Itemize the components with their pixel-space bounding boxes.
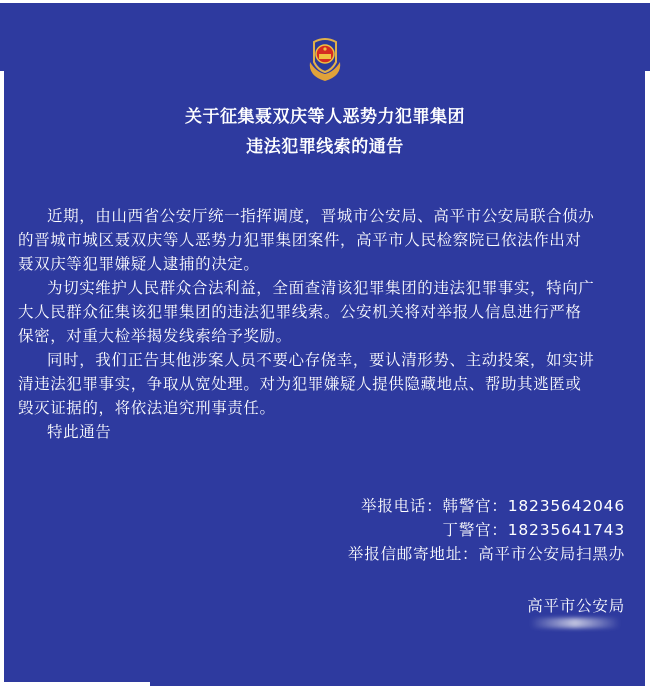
report-phone-2: 丁警官：18235641743 bbox=[442, 521, 625, 539]
blurred-date bbox=[530, 618, 620, 628]
signature: 高平市公安局 bbox=[527, 597, 625, 615]
body-line: 清违法犯罪事实，争取从宽处理。对为犯罪嫌疑人提供隐藏地点、帮助其逃匿或 bbox=[18, 375, 582, 393]
body-line: 同时，我们正告其他涉案人员不要心存侥幸，要认清形势、主动投案，如实讲 bbox=[47, 351, 595, 369]
report-mail-address: 举报信邮寄地址：高平市公安局扫黑办 bbox=[347, 545, 625, 563]
notice-background-bottom bbox=[150, 620, 645, 686]
body-line: 的晋城市城区聂双庆等人恶势力犯罪集团案件，高平市人民检察院已依法作出对 bbox=[18, 231, 582, 249]
police-emblem-icon bbox=[306, 36, 344, 82]
body-line: 近期，由山西省公安厅统一指挥调度，晋城市公安局、高平市公安局联合侦办 bbox=[47, 207, 595, 225]
report-phone-1: 举报电话：韩警官：18235642046 bbox=[361, 497, 625, 515]
notice-title-line-2: 违法犯罪线索的通告 bbox=[246, 137, 404, 157]
body-line: 毁灭证据的，将依法追究刑事责任。 bbox=[18, 399, 276, 417]
body-line: 为切实维护人民群众合法利益，全面查清该犯罪集团的违法犯罪事实，特向广 bbox=[47, 279, 595, 297]
closing-line: 特此通告 bbox=[47, 423, 112, 441]
body-line: 保密，对重大检举揭发线索给予奖励。 bbox=[18, 327, 292, 345]
notice-title-line-1: 关于征集聂双庆等人恶势力犯罪集团 bbox=[185, 107, 465, 127]
body-line: 聂双庆等犯罪嫌疑人逮捕的决定。 bbox=[18, 255, 260, 273]
body-line: 大人民群众征集该犯罪集团的违法犯罪线索。公安机关将对举报人信息进行严格 bbox=[18, 303, 582, 321]
